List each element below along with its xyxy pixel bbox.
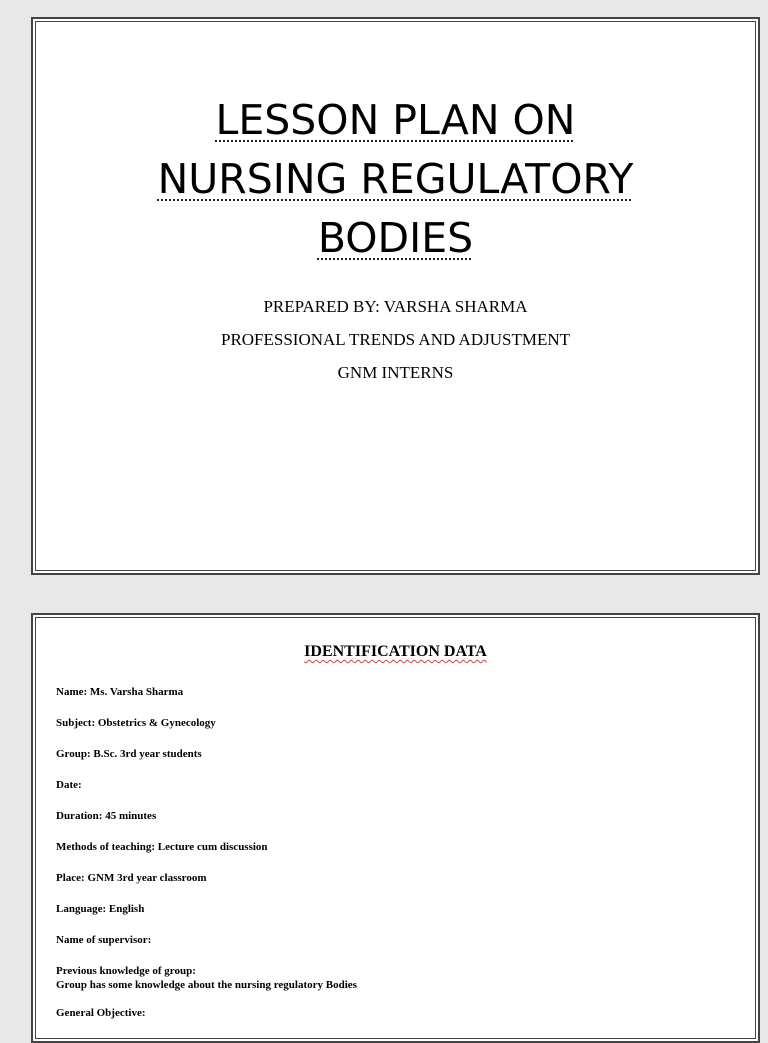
identification-heading: IDENTIFICATION DATA — [304, 643, 487, 660]
field-methods: Methods of teaching: Lecture cum discussion — [56, 841, 268, 853]
previous-knowledge-text: Group has some knowledge about the nursing regulatory Bodies — [56, 979, 357, 991]
subject-line: PROFESSIONAL TRENDS AND ADJUSTMENT — [220, 330, 571, 349]
title-line-1: LESSON PLAN ON — [215, 96, 576, 144]
lesson-plan-title — [33, 91, 758, 268]
title-line-2: NURSING REGULATORY — [157, 155, 634, 203]
field-name: Name: Ms. Varsha Sharma — [56, 686, 184, 698]
field-previous-knowledge — [56, 964, 738, 1006]
field-duration: Duration: 45 minutes — [56, 810, 157, 822]
field-general-objective: General Objective: — [56, 1007, 146, 1019]
prepared-by: PREPARED BY: VARSHA SHARMA — [263, 297, 528, 316]
identification-page — [31, 613, 760, 1043]
cover-meta — [33, 290, 758, 389]
title-line-3: BODIES — [317, 214, 474, 262]
field-language: Language: English — [56, 903, 145, 915]
previous-knowledge-label: Previous knowledge of group: — [56, 965, 196, 977]
field-subject: Subject: Obstetrics & Gynecology — [56, 717, 216, 729]
field-supervisor: Name of supervisor: — [56, 934, 152, 946]
field-date: Date: — [56, 779, 82, 791]
audience: GNM INTERNS — [337, 363, 454, 382]
field-group: Group: B.Sc. 3rd year students — [56, 748, 202, 760]
field-place: Place: GNM 3rd year classroom — [56, 872, 207, 884]
identification-fields — [56, 685, 738, 1037]
cover-page — [31, 17, 760, 575]
